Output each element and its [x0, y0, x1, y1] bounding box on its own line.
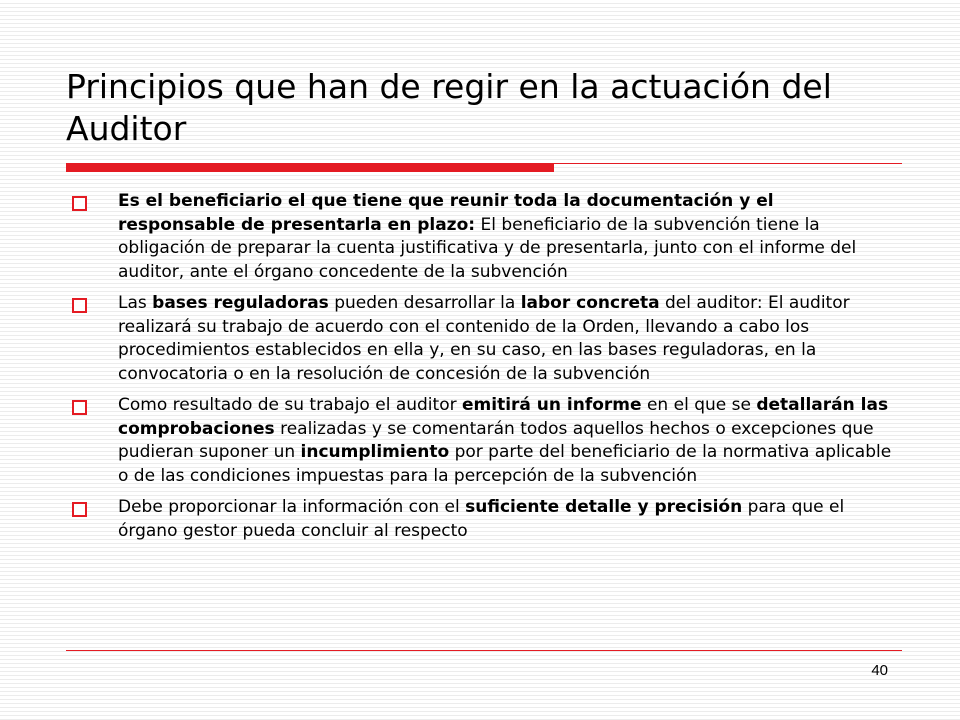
body-text: en el que se: [641, 395, 757, 415]
body-text: del auditor: El auditor realizará su trabajo de acuerdo con el contenido de la Orden, llevando a cabo los procedimientos establecidos en ella y, en su caso, en las bases reguladoras, en la convocatoria o en la resolución de concesión de la subvención: [118, 293, 850, 384]
bold-text: emitirá un informe: [462, 395, 642, 415]
body-text: realizadas y se comentarán todos aquellos hechos o excepciones que pudieran suponer un: [118, 418, 874, 462]
bullet-item: [72, 292, 892, 386]
title-underline-thick: [66, 163, 554, 172]
bold-text: Es el beneficiario el que tiene que reunir toda la documentación y el responsable de presentarla en plazo:: [118, 191, 774, 235]
page-number: 40: [871, 662, 888, 679]
body-text: pueden desarrollar la: [328, 293, 521, 313]
square-bullet-icon: [72, 400, 87, 415]
bullet-item: [72, 394, 892, 488]
bold-text: incumplimiento: [300, 442, 450, 462]
slide-title: Principios que han de regir en la actuación del Auditor: [66, 67, 832, 148]
title-underline-thin: [554, 163, 902, 164]
body-text: Como resultado de su trabajo el auditor: [118, 395, 462, 415]
square-bullet-icon: [72, 196, 87, 211]
body-text: Debe proporcionar la información con el: [118, 497, 466, 517]
bullet-item: [72, 190, 892, 284]
square-bullet-icon: [72, 502, 87, 517]
body-text: El beneficiario de la subvención tiene la obligación de preparar la cuenta justificativa y de presentarla, junto con el informe del auditor, ante el órgano concedente de la subvención: [118, 214, 857, 282]
bullet-list: [72, 190, 892, 551]
bold-text: labor concreta: [520, 293, 660, 313]
body-text: por parte del beneficiario de la normativa aplicable o de las condiciones impuestas para la percepción de la subvención: [118, 442, 892, 486]
footer-divider: [66, 650, 902, 651]
bold-text: detallarán las comprobaciones: [118, 395, 889, 439]
body-text: para que el órgano gestor pueda concluir al respecto: [118, 497, 845, 541]
square-bullet-icon: [72, 298, 87, 313]
bold-text: suficiente detalle y precisión: [465, 497, 743, 517]
bullet-item: [72, 496, 892, 543]
bold-text: bases reguladoras: [152, 293, 329, 313]
body-text: Las: [118, 293, 153, 313]
